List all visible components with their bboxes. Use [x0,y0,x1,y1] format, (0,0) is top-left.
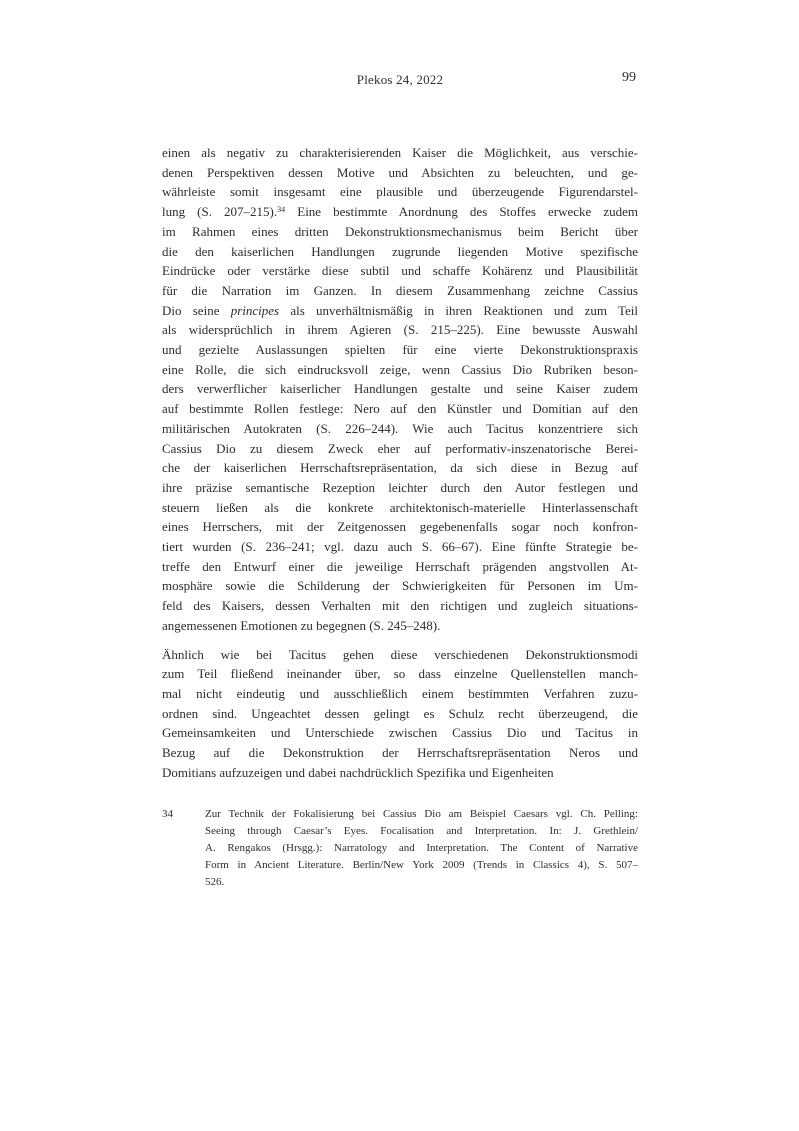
text-line: militärischen Autokraten (S. 226–244). Wie auch Tacitus konzentriere sich [162,420,638,436]
text-line: eine Rolle, die sich eindrucksvoll zeige, wenn Cassius Dio Rubriken beson- [162,361,638,377]
text-line: einen als negativ zu charakterisierenden Kaiser die Möglichkeit, aus verschie- [162,145,638,160]
text-line: mal nicht eindeutig und ausschließlich einem bestimmten Verfahren zuzu- [162,685,638,701]
text-line: angemessenen Emotionen zu begegnen (S. 245–248). [162,617,441,633]
footnote-34 [162,806,638,891]
text-line: und gezielte Auslassungen spielten für eine vierte Dekonstruktionspraxis [162,342,638,358]
paragraph-1 [162,143,638,636]
text-segment: lung (S. 207–215). [162,204,278,220]
text-line: ihre präzise semantische Rezeption leichter durch den Autor festlegen und [162,479,638,495]
footnote-line: Form in Ancient Literature. Berlin/New York 2009 (Trends in Classics 4), S. 507– [205,859,638,871]
journal-title: Plekos 24, 2022 [356,72,444,87]
body-text-column [162,143,638,783]
footnote-line: A. Rengakos (Hrsgg.): Narratology and Interpretation. The Content of Narrative [205,842,638,854]
text-segment: als unverhältnismäßig in ihren Reaktionen und zum Teil [279,302,638,318]
footnote-text [205,806,638,891]
text-line: steuern ließen als die konkrete architektonisch-materielle Hinterlassenschaft [162,499,638,515]
text-line: che der kaiserlichen Herrschaftsrepräsentation, da sich diese in Bezug auf [162,460,638,476]
text-line: mosphäre sowie die Schilderung der Schwierigkeiten für Personen im Um- [162,578,638,594]
text-line: Eindrücke oder verstärke diese subtil und schaffe Kohärenz und Plausibilität [162,263,638,279]
text-line: ordnen sind. Ungeachtet dessen gelingt es Schulz recht überzeugend, die [162,705,638,721]
text-line: auf bestimmte Rollen festlege: Nero auf den Künstler und Domitian auf den [162,401,638,417]
text-line: Domitians aufzuzeigen und dabei nachdrücklich Spezifika und Eigenheiten [162,764,554,780]
text-line: Cassius Dio zu diesem Zweck eher auf performativ-inszenatorische Berei- [162,440,638,456]
text-line: denen Perspektiven dessen Motive und Absichten zu beleuchten, und ge- [162,164,638,180]
text-line: eines Herrschers, mit der Zeitgenossen gegebenenfalls sogar noch konfron- [162,519,638,535]
italic-term: principes [230,302,280,318]
text-line: als widersprüchlich in ihrem Agieren (S. 215–225). Eine bewusste Auswahl [162,322,638,338]
footnote-ref-marker: 34 [277,205,286,215]
text-line: zum Teil fließend ineinander über, so dass einzelne Quellenstellen manch- [162,666,638,682]
text-line: treffe den Entwurf einer die jeweilige Herrschaft prägenden angstvollen At- [162,558,638,574]
text-line: ders verwerflicher kaiserlicher Handlungen gestalte und seine Kaiser zudem [162,381,638,397]
running-header [162,72,638,88]
footnote-section [162,806,638,891]
text-line: für die Narration im Ganzen. In diesem Zusammenhang zeichne Cassius [162,282,638,298]
text-segment: Dio seine [162,302,231,318]
footnote-line: Zur Technik der Fokalisierung bei Cassius Dio am Beispiel Caesars vgl. Ch. Pelling: [205,808,638,820]
footnote-number: 34 [162,808,173,820]
text-line-with-footnote-ref [162,202,638,222]
text-line: Ähnlich wie bei Tacitus gehen diese verschiedenen Dekonstruktionsmodi [162,646,638,662]
page-number: 99 [622,70,636,85]
text-line: feld des Kaisers, dessen Verhalten mit den richtigen und zugleich situations- [162,598,638,614]
paragraph-2 [162,645,638,783]
footnote-line: 526. [205,876,225,888]
text-segment: Eine bestimmte Anordnung des Stoffes erwecke zudem [285,204,639,220]
text-line-with-italic-term [162,301,638,321]
text-line: währleiste somit insgesamt eine plausible und überzeugende Figurendarstel- [162,184,638,200]
text-line: tiert wurden (S. 236–241; vgl. dazu auch S. 66–67). Eine fünfte Strategie be- [162,539,638,555]
text-line: Bezug auf die Dekonstruktion der Herrschaftsrepräsentation Neros und [162,745,638,761]
text-line: die den kaiserlichen Handlungen zugrunde liegenden Motive spezifische [162,243,638,259]
text-line: Gemeinsamkeiten und Unterschiede zwischen Cassius Dio und Tacitus in [162,725,638,741]
footnote-line: Seeing through Caesar’s Eyes. Focalisation and Interpretation. In: J. Grethlein/ [205,825,638,837]
text-line: im Rahmen eines dritten Dekonstruktionsmechanismus beim Bericht über [162,223,638,239]
